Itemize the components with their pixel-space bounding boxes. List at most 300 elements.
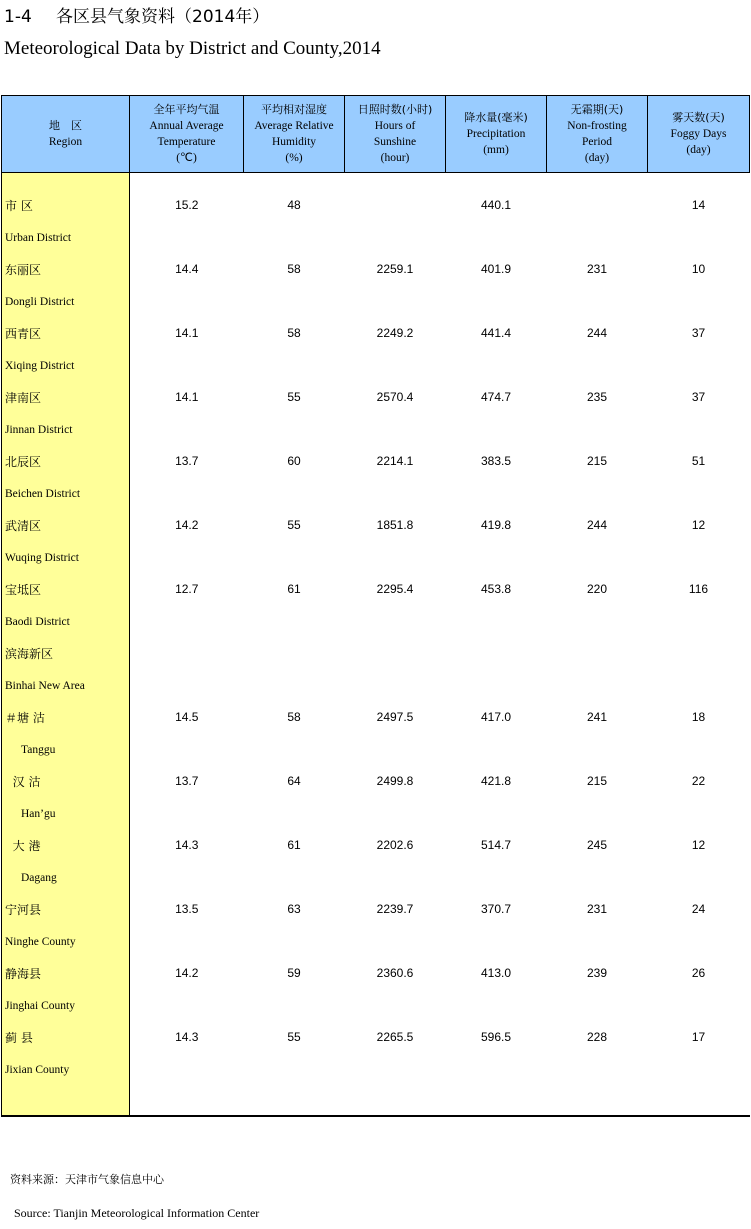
value-temperature: 12.7 <box>175 582 199 596</box>
header-row <box>2 96 750 173</box>
empty-cell <box>345 733 446 765</box>
region-label-en: Tanggu <box>21 744 56 756</box>
empty-cell <box>130 541 244 573</box>
empty-cell <box>648 1085 750 1116</box>
empty-cell <box>130 861 244 893</box>
region-label-en: Beichen District <box>5 488 81 500</box>
value-temperature: 15.2 <box>175 198 199 212</box>
value-non-frosting: 215 <box>586 774 608 788</box>
region-label-en: Dongli District <box>5 296 75 308</box>
region-label-cn: 东丽区 <box>5 262 42 277</box>
empty-cell <box>345 861 446 893</box>
table-row-en <box>2 349 750 381</box>
value-non-frosting <box>547 189 648 221</box>
table-row-en <box>2 605 750 637</box>
empty-cell <box>648 285 750 317</box>
value-sunshine: 2570.4 <box>376 390 414 404</box>
value-foggy-days: 37 <box>691 390 706 404</box>
empty-cell <box>648 797 750 829</box>
header-non-frosting-en: Non-frosting <box>567 120 627 132</box>
empty-cell <box>130 221 244 253</box>
value-temperature: 14.1 <box>175 326 199 340</box>
empty-cell <box>648 989 750 1021</box>
table-row <box>2 509 750 541</box>
empty-cell <box>547 669 648 701</box>
empty-cell <box>446 1085 547 1116</box>
table-row <box>2 253 750 285</box>
empty-cell <box>130 797 244 829</box>
value-precipitation <box>446 637 547 669</box>
value-humidity: 64 <box>287 774 301 788</box>
value-foggy-days: 14 <box>691 198 706 212</box>
region-cell-empty <box>2 1085 130 1116</box>
header-non-frosting <box>547 96 648 173</box>
value-non-frosting <box>547 637 648 669</box>
value-humidity: 58 <box>287 326 301 340</box>
value-humidity: 61 <box>287 582 301 596</box>
value-foggy-days: 26 <box>691 966 706 980</box>
region-name-cn <box>2 573 130 605</box>
table-row-en <box>2 989 750 1021</box>
value-non-frosting: 231 <box>586 262 608 276</box>
value-humidity: 55 <box>287 1030 301 1044</box>
table-row <box>2 957 750 989</box>
empty-cell <box>547 477 648 509</box>
table-row <box>2 573 750 605</box>
value-non-frosting: 241 <box>586 710 608 724</box>
value-foggy-days: 12 <box>691 838 706 852</box>
value-humidity <box>244 637 345 669</box>
empty-cell <box>345 349 446 381</box>
region-label-en: Jinnan District <box>5 424 73 436</box>
value-humidity: 61 <box>287 838 301 852</box>
value-precipitation: 474.7 <box>480 390 512 404</box>
region-name-cn <box>2 317 130 349</box>
value-precipitation: 413.0 <box>480 966 512 980</box>
value-temperature <box>130 637 244 669</box>
empty-cell <box>547 861 648 893</box>
header-foggy-days-en: Foggy Days <box>670 128 727 140</box>
empty-cell <box>244 173 345 190</box>
value-sunshine: 2265.5 <box>376 1030 414 1044</box>
table-row <box>2 445 750 477</box>
empty-cell <box>244 1085 345 1116</box>
value-foggy-days: 17 <box>691 1030 706 1044</box>
table-row-en <box>2 797 750 829</box>
empty-cell <box>244 733 345 765</box>
region-label-cn: 滨海新区 <box>5 646 54 661</box>
empty-cell <box>648 541 750 573</box>
header-non-frosting-en: (day) <box>584 152 610 164</box>
region-label-cn: 汉 沽 <box>5 774 41 789</box>
table-title-en: Meteorological Data by District and County,2014 <box>4 38 381 59</box>
empty-cell <box>648 605 750 637</box>
empty-cell <box>547 1053 648 1085</box>
value-sunshine: 1851.8 <box>376 518 414 532</box>
table-row-en <box>2 1053 750 1085</box>
table-row-en <box>2 669 750 701</box>
region-name-en <box>2 477 130 509</box>
table-row <box>2 829 750 861</box>
value-sunshine: 2259.1 <box>376 262 414 276</box>
empty-cell <box>130 1053 244 1085</box>
region-label-cn: 市 区 <box>5 198 33 213</box>
header-precipitation <box>446 96 547 173</box>
region-label-cn: 静海县 <box>5 966 42 981</box>
empty-cell <box>446 989 547 1021</box>
value-foggy-days: 24 <box>691 902 706 916</box>
header-temperature <box>130 96 244 173</box>
value-non-frosting: 220 <box>586 582 608 596</box>
table-row-en <box>2 477 750 509</box>
region-name-cn <box>2 189 130 221</box>
value-foggy-days: 18 <box>691 710 706 724</box>
value-precipitation: 370.7 <box>480 902 512 916</box>
empty-cell <box>648 477 750 509</box>
empty-cell <box>547 413 648 445</box>
source-note-cn: 资料来源：天津市气象信息中心 <box>10 1173 164 1186</box>
table-header <box>2 96 750 173</box>
header-humidity-en: Average Relative <box>254 120 334 132</box>
table-row-en <box>2 925 750 957</box>
empty-cell <box>345 925 446 957</box>
empty-cell <box>547 733 648 765</box>
empty-cell <box>244 989 345 1021</box>
empty-cell <box>547 925 648 957</box>
region-name-cn <box>2 1021 130 1053</box>
table-row <box>2 381 750 413</box>
empty-cell <box>244 285 345 317</box>
region-label-en: Xiqing District <box>5 360 75 372</box>
empty-cell <box>130 477 244 509</box>
header-temperature-cn: 全年平均气温 <box>153 103 220 116</box>
value-humidity: 60 <box>287 454 301 468</box>
empty-cell <box>345 173 446 190</box>
meteorological-data-table <box>1 95 750 1117</box>
table-row-en <box>2 285 750 317</box>
table-row <box>2 701 750 733</box>
empty-cell <box>244 1053 345 1085</box>
header-temperature-en: Annual Average <box>149 120 224 132</box>
empty-cell <box>547 1085 648 1116</box>
table-row-en <box>2 733 750 765</box>
empty-cell <box>130 349 244 381</box>
empty-cell <box>130 173 244 190</box>
empty-cell <box>446 925 547 957</box>
value-temperature: 13.7 <box>175 454 199 468</box>
region-label-cn: 宝坻区 <box>5 582 42 597</box>
value-foggy-days <box>648 637 750 669</box>
region-name-cn <box>2 829 130 861</box>
header-humidity-en: Humidity <box>271 136 317 148</box>
region-name-cn <box>2 893 130 925</box>
empty-cell <box>244 669 345 701</box>
empty-cell <box>547 989 648 1021</box>
empty-cell <box>244 477 345 509</box>
region-label-en: Urban District <box>5 232 72 244</box>
value-foggy-days: 10 <box>691 262 706 276</box>
value-precipitation: 596.5 <box>480 1030 512 1044</box>
empty-cell <box>648 1053 750 1085</box>
table-row <box>2 189 750 221</box>
region-label-cn: 北辰区 <box>5 454 42 469</box>
empty-cell <box>648 861 750 893</box>
value-foggy-days: 22 <box>691 774 706 788</box>
region-name-en <box>2 1053 130 1085</box>
value-humidity: 58 <box>287 710 301 724</box>
value-sunshine <box>345 189 446 221</box>
empty-cell <box>345 1053 446 1085</box>
value-humidity: 58 <box>287 262 301 276</box>
empty-cell <box>244 221 345 253</box>
region-label-cn: 蓟 县 <box>5 1030 33 1045</box>
value-non-frosting: 244 <box>586 326 608 340</box>
header-region-cn: 地 区 <box>49 119 82 132</box>
value-sunshine: 2360.6 <box>376 966 414 980</box>
value-precipitation: 421.8 <box>480 774 512 788</box>
value-precipitation: 383.5 <box>480 454 512 468</box>
region-label-en: Wuqing District <box>5 552 79 564</box>
value-foggy-days: 51 <box>691 454 706 468</box>
region-name-en <box>2 413 130 445</box>
table-row <box>2 765 750 797</box>
header-region-en: Region <box>48 136 83 148</box>
value-sunshine: 2249.2 <box>376 326 414 340</box>
value-temperature: 14.3 <box>175 1030 199 1044</box>
value-precipitation: 441.4 <box>480 326 512 340</box>
empty-cell <box>547 605 648 637</box>
empty-cell <box>345 541 446 573</box>
table-row <box>2 1021 750 1053</box>
value-sunshine <box>345 637 446 669</box>
header-sunshine <box>345 96 446 173</box>
table-row-en <box>2 413 750 445</box>
empty-cell <box>345 221 446 253</box>
header-precipitation-en: (mm) <box>483 144 509 156</box>
region-name-en <box>2 797 130 829</box>
empty-cell <box>446 605 547 637</box>
region-name-en <box>2 733 130 765</box>
value-precipitation: 453.8 <box>480 582 512 596</box>
table-title-cn <box>4 6 269 28</box>
empty-cell <box>130 925 244 957</box>
region-label-en: Baodi District <box>5 616 70 628</box>
region-name-cn <box>2 701 130 733</box>
region-name-cn <box>2 509 130 541</box>
empty-cell <box>345 797 446 829</box>
header-foggy-days-en: (day) <box>686 144 711 156</box>
value-humidity: 55 <box>287 518 301 532</box>
value-temperature: 13.5 <box>175 902 199 916</box>
header-sunshine-en: (hour) <box>380 152 410 164</box>
value-humidity: 59 <box>287 966 301 980</box>
value-precipitation: 401.9 <box>480 262 512 276</box>
empty-cell <box>648 221 750 253</box>
region-name-cn <box>2 637 130 669</box>
header-foggy-days <box>648 96 750 173</box>
table-row <box>2 893 750 925</box>
empty-cell <box>446 477 547 509</box>
empty-cell <box>446 173 547 190</box>
empty-cell <box>547 173 648 190</box>
value-non-frosting: 228 <box>586 1030 608 1044</box>
empty-cell <box>130 1085 244 1116</box>
empty-cell <box>547 541 648 573</box>
empty-cell <box>244 861 345 893</box>
region-label-cn: 西青区 <box>5 326 42 341</box>
value-foggy-days: 116 <box>688 582 709 596</box>
source-note-en: Source: Tianjin Meteorological Information Center <box>14 1206 260 1220</box>
region-name-cn <box>2 445 130 477</box>
value-non-frosting: 244 <box>586 518 608 532</box>
region-label-cn: 大 港 <box>5 838 41 853</box>
empty-cell <box>446 797 547 829</box>
region-name-cn <box>2 253 130 285</box>
value-non-frosting: 239 <box>586 966 608 980</box>
empty-cell <box>446 1053 547 1085</box>
region-label-en: Han’gu <box>21 808 56 820</box>
region-name-en <box>2 605 130 637</box>
value-temperature: 14.2 <box>175 966 199 980</box>
header-non-frosting-en: Period <box>581 136 613 148</box>
region-name-cn <box>2 765 130 797</box>
value-humidity: 55 <box>287 390 301 404</box>
empty-cell <box>446 221 547 253</box>
header-precipitation-en: Precipitation <box>466 128 526 140</box>
value-precipitation: 417.0 <box>480 710 512 724</box>
header-sunshine-en: Sunshine <box>373 136 417 148</box>
table-row <box>2 317 750 349</box>
empty-cell <box>345 669 446 701</box>
empty-cell <box>345 605 446 637</box>
empty-cell <box>345 413 446 445</box>
region-label-cn: ＃塘 沽 <box>5 710 45 725</box>
value-temperature: 14.3 <box>175 838 199 852</box>
value-sunshine: 2214.1 <box>376 454 414 468</box>
empty-cell <box>244 797 345 829</box>
region-name-cn <box>2 957 130 989</box>
empty-cell <box>648 173 750 190</box>
spacer-row <box>2 173 750 190</box>
table-row-en <box>2 861 750 893</box>
empty-cell <box>648 669 750 701</box>
value-precipitation: 419.8 <box>480 518 512 532</box>
region-label-cn: 津南区 <box>5 390 42 405</box>
region-label-en: Jinghai County <box>5 1000 75 1012</box>
region-name-en <box>2 349 130 381</box>
empty-cell <box>446 541 547 573</box>
value-non-frosting: 235 <box>586 390 608 404</box>
value-foggy-days: 37 <box>691 326 706 340</box>
empty-cell <box>446 669 547 701</box>
header-sunshine-cn: 日照时数(小时) <box>357 103 433 116</box>
header-non-frosting-cn: 无霜期(天) <box>570 103 624 116</box>
empty-cell <box>446 285 547 317</box>
region-name-en <box>2 989 130 1021</box>
value-non-frosting: 215 <box>586 454 608 468</box>
header-temperature-en: (℃) <box>176 152 197 164</box>
region-name-en <box>2 541 130 573</box>
value-sunshine: 2239.7 <box>376 902 414 916</box>
region-name-en <box>2 861 130 893</box>
header-region <box>2 96 130 173</box>
table-row-en <box>2 541 750 573</box>
empty-cell <box>446 413 547 445</box>
region-label-cn: 宁河县 <box>5 902 42 917</box>
empty-cell <box>130 669 244 701</box>
value-precipitation: 440.1 <box>480 198 512 212</box>
value-humidity: 63 <box>287 902 301 916</box>
empty-cell <box>244 413 345 445</box>
region-name-cn <box>2 381 130 413</box>
empty-cell <box>244 925 345 957</box>
header-sunshine-en: Hours of <box>374 120 416 132</box>
header-humidity-cn: 平均相对湿度 <box>261 103 327 116</box>
region-label-cn: 武清区 <box>5 518 42 533</box>
region-name-en <box>2 285 130 317</box>
empty-cell <box>648 733 750 765</box>
table-row-en <box>2 221 750 253</box>
value-sunshine: 2202.6 <box>376 838 414 852</box>
header-foggy-days-cn: 雾天数(天) <box>672 111 725 124</box>
value-sunshine: 2499.8 <box>376 774 414 788</box>
empty-cell <box>244 349 345 381</box>
value-sunshine: 2295.4 <box>376 582 414 596</box>
region-name-en <box>2 669 130 701</box>
region-name-en <box>2 221 130 253</box>
empty-cell <box>446 349 547 381</box>
region-label-en: Ninghe County <box>5 936 76 948</box>
region-label-en: Jixian County <box>5 1064 70 1076</box>
empty-cell <box>244 541 345 573</box>
header-temperature-en: Temperature <box>157 136 216 148</box>
table-number: 1-4 <box>4 7 32 27</box>
empty-cell <box>547 349 648 381</box>
value-precipitation: 514.7 <box>480 838 512 852</box>
region-label-en: Dagang <box>21 872 57 884</box>
table-title-cn-text: 各区县气象资料（2014年） <box>56 7 270 27</box>
value-humidity: 48 <box>287 198 301 212</box>
empty-cell <box>130 733 244 765</box>
table-row <box>2 637 750 669</box>
value-non-frosting: 245 <box>586 838 608 852</box>
empty-cell <box>130 989 244 1021</box>
region-cell-empty <box>2 173 130 190</box>
value-temperature: 14.4 <box>175 262 199 276</box>
empty-cell <box>547 221 648 253</box>
empty-cell <box>446 861 547 893</box>
empty-cell <box>648 925 750 957</box>
empty-cell <box>345 477 446 509</box>
header-humidity-en: (%) <box>285 152 303 164</box>
header-precipitation-cn: 降水量(毫米) <box>464 111 528 124</box>
empty-cell <box>446 733 547 765</box>
value-temperature: 14.2 <box>175 518 199 532</box>
value-foggy-days: 12 <box>691 518 706 532</box>
value-non-frosting: 231 <box>586 902 608 916</box>
empty-cell <box>130 413 244 445</box>
table-body <box>2 173 750 1117</box>
empty-cell <box>648 349 750 381</box>
empty-cell <box>648 413 750 445</box>
header-humidity <box>244 96 345 173</box>
empty-cell <box>547 797 648 829</box>
region-name-en <box>2 925 130 957</box>
empty-cell <box>345 1085 446 1116</box>
empty-cell <box>130 605 244 637</box>
empty-cell <box>345 989 446 1021</box>
value-temperature: 14.5 <box>175 710 199 724</box>
